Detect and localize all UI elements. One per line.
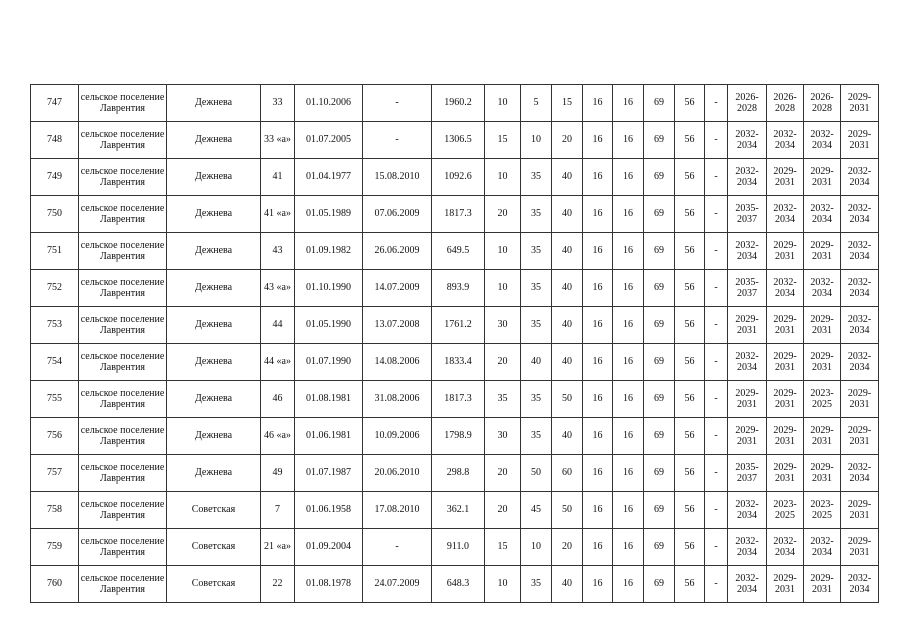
repair-period-2-cell: 2029-2031 (767, 566, 804, 603)
total-area-cell: 298.8 (432, 455, 485, 492)
wear-value-1-cell: 10 (485, 85, 521, 122)
repair-period-3-cell: 2029-2031 (804, 233, 841, 270)
value-7-cell: 56 (675, 529, 705, 566)
wear-value-2-cell: 35 (521, 307, 552, 344)
value-5-cell: 16 (613, 529, 644, 566)
total-area-cell: 1092.6 (432, 159, 485, 196)
value-5-cell: 16 (613, 159, 644, 196)
total-area-cell: 1817.3 (432, 381, 485, 418)
repair-period-3-cell: 2029-2031 (804, 566, 841, 603)
value-5-cell: 16 (613, 270, 644, 307)
repair-period-3-cell: 2023-2025 (804, 381, 841, 418)
row-number-cell: 747 (31, 85, 79, 122)
table-row (31, 270, 879, 307)
settlement-name-cell: сельское поселение Лаврентия (79, 270, 167, 307)
house-number-cell: 46 «а» (261, 418, 295, 455)
row-number-cell: 756 (31, 418, 79, 455)
value-7-cell: 56 (675, 233, 705, 270)
repair-period-3-cell: 2029-2031 (804, 344, 841, 381)
value-4-cell: 16 (583, 344, 613, 381)
row-number-cell: 759 (31, 529, 79, 566)
repair-period-1-cell: 2032-2034 (728, 344, 767, 381)
repair-period-1-cell: 2032-2034 (728, 566, 767, 603)
repair-period-2-cell: 2029-2031 (767, 344, 804, 381)
value-8-cell: - (705, 529, 728, 566)
value-4-cell: 16 (583, 492, 613, 529)
repair-date-cell: 26.06.2009 (363, 233, 432, 270)
table-row (31, 85, 879, 122)
value-7-cell: 56 (675, 381, 705, 418)
repair-period-4-cell: 2029-2031 (841, 529, 879, 566)
value-8-cell: - (705, 159, 728, 196)
house-number-cell: 43 «а» (261, 270, 295, 307)
street-name-cell: Дежнева (167, 159, 261, 196)
house-number-cell: 33 «а» (261, 122, 295, 159)
wear-value-3-cell: 20 (552, 529, 583, 566)
wear-value-2-cell: 40 (521, 344, 552, 381)
repair-period-3-cell: 2023-2025 (804, 492, 841, 529)
settlement-name-cell: сельское поселение Лаврентия (79, 529, 167, 566)
row-number-cell: 757 (31, 455, 79, 492)
wear-value-1-cell: 15 (485, 529, 521, 566)
table-row (31, 492, 879, 529)
repair-date-cell: 31.08.2006 (363, 381, 432, 418)
repair-date-cell: 17.08.2010 (363, 492, 432, 529)
value-7-cell: 56 (675, 196, 705, 233)
street-name-cell: Дежнева (167, 270, 261, 307)
repair-period-3-cell: 2032-2034 (804, 196, 841, 233)
wear-value-1-cell: 20 (485, 344, 521, 381)
repair-period-1-cell: 2029-2031 (728, 307, 767, 344)
repair-period-3-cell: 2032-2034 (804, 270, 841, 307)
wear-value-2-cell: 35 (521, 270, 552, 307)
wear-value-1-cell: 30 (485, 307, 521, 344)
value-8-cell: - (705, 122, 728, 159)
commission-date-cell: 01.05.1989 (295, 196, 363, 233)
commission-date-cell: 01.04.1977 (295, 159, 363, 196)
wear-value-1-cell: 10 (485, 566, 521, 603)
row-number-cell: 750 (31, 196, 79, 233)
repair-period-3-cell: 2029-2031 (804, 455, 841, 492)
table-row (31, 196, 879, 233)
repair-period-1-cell: 2029-2031 (728, 381, 767, 418)
registry-body (31, 85, 879, 603)
repair-period-1-cell: 2026-2028 (728, 85, 767, 122)
repair-period-2-cell: 2032-2034 (767, 529, 804, 566)
value-4-cell: 16 (583, 122, 613, 159)
value-6-cell: 69 (644, 85, 675, 122)
table-row (31, 455, 879, 492)
settlement-name-cell: сельское поселение Лаврентия (79, 566, 167, 603)
street-name-cell: Дежнева (167, 85, 261, 122)
value-4-cell: 16 (583, 159, 613, 196)
total-area-cell: 1833.4 (432, 344, 485, 381)
repair-period-4-cell: 2029-2031 (841, 492, 879, 529)
total-area-cell: 1817.3 (432, 196, 485, 233)
value-5-cell: 16 (613, 122, 644, 159)
wear-value-2-cell: 35 (521, 159, 552, 196)
value-6-cell: 69 (644, 381, 675, 418)
value-4-cell: 16 (583, 455, 613, 492)
value-5-cell: 16 (613, 492, 644, 529)
repair-period-3-cell: 2026-2028 (804, 85, 841, 122)
settlement-name-cell: сельское поселение Лаврентия (79, 196, 167, 233)
total-area-cell: 649.5 (432, 233, 485, 270)
value-7-cell: 56 (675, 455, 705, 492)
table-row (31, 159, 879, 196)
value-6-cell: 69 (644, 159, 675, 196)
repair-period-2-cell: 2023-2025 (767, 492, 804, 529)
wear-value-1-cell: 10 (485, 159, 521, 196)
repair-date-cell: 07.06.2009 (363, 196, 432, 233)
total-area-cell: 1960.2 (432, 85, 485, 122)
value-4-cell: 16 (583, 529, 613, 566)
commission-date-cell: 01.08.1978 (295, 566, 363, 603)
commission-date-cell: 01.09.2004 (295, 529, 363, 566)
repair-period-1-cell: 2032-2034 (728, 122, 767, 159)
value-8-cell: - (705, 455, 728, 492)
repair-period-4-cell: 2029-2031 (841, 85, 879, 122)
row-number-cell: 748 (31, 122, 79, 159)
value-4-cell: 16 (583, 196, 613, 233)
value-8-cell: - (705, 492, 728, 529)
settlement-name-cell: сельское поселение Лаврентия (79, 122, 167, 159)
wear-value-1-cell: 10 (485, 233, 521, 270)
table-row (31, 566, 879, 603)
settlement-name-cell: сельское поселение Лаврентия (79, 85, 167, 122)
street-name-cell: Дежнева (167, 344, 261, 381)
value-6-cell: 69 (644, 270, 675, 307)
settlement-name-cell: сельское поселение Лаврентия (79, 159, 167, 196)
value-4-cell: 16 (583, 270, 613, 307)
repair-period-2-cell: 2032-2034 (767, 196, 804, 233)
settlement-name-cell: сельское поселение Лаврентия (79, 307, 167, 344)
value-7-cell: 56 (675, 566, 705, 603)
value-7-cell: 56 (675, 307, 705, 344)
row-number-cell: 752 (31, 270, 79, 307)
repair-period-2-cell: 2029-2031 (767, 381, 804, 418)
value-5-cell: 16 (613, 418, 644, 455)
table-row (31, 122, 879, 159)
repair-period-1-cell: 2032-2034 (728, 159, 767, 196)
commission-date-cell: 01.05.1990 (295, 307, 363, 344)
wear-value-2-cell: 50 (521, 455, 552, 492)
value-8-cell: - (705, 381, 728, 418)
table-row (31, 307, 879, 344)
settlement-name-cell: сельское поселение Лаврентия (79, 418, 167, 455)
table-row (31, 418, 879, 455)
commission-date-cell: 01.07.1990 (295, 344, 363, 381)
value-4-cell: 16 (583, 85, 613, 122)
wear-value-3-cell: 15 (552, 85, 583, 122)
value-7-cell: 56 (675, 344, 705, 381)
table-row (31, 529, 879, 566)
wear-value-3-cell: 40 (552, 307, 583, 344)
house-number-cell: 41 «а» (261, 196, 295, 233)
house-number-cell: 41 (261, 159, 295, 196)
repair-period-2-cell: 2029-2031 (767, 159, 804, 196)
repair-period-3-cell: 2032-2034 (804, 529, 841, 566)
value-5-cell: 16 (613, 455, 644, 492)
value-4-cell: 16 (583, 307, 613, 344)
repair-period-3-cell: 2032-2034 (804, 122, 841, 159)
repair-date-cell: - (363, 85, 432, 122)
repair-period-4-cell: 2032-2034 (841, 196, 879, 233)
value-6-cell: 69 (644, 122, 675, 159)
commission-date-cell: 01.10.1990 (295, 270, 363, 307)
row-number-cell: 749 (31, 159, 79, 196)
street-name-cell: Советская (167, 492, 261, 529)
total-area-cell: 893.9 (432, 270, 485, 307)
value-8-cell: - (705, 270, 728, 307)
house-number-cell: 33 (261, 85, 295, 122)
repair-period-1-cell: 2032-2034 (728, 529, 767, 566)
value-5-cell: 16 (613, 566, 644, 603)
value-6-cell: 69 (644, 196, 675, 233)
value-4-cell: 16 (583, 233, 613, 270)
repair-period-4-cell: 2029-2031 (841, 418, 879, 455)
wear-value-2-cell: 35 (521, 566, 552, 603)
repair-period-4-cell: 2032-2034 (841, 566, 879, 603)
street-name-cell: Дежнева (167, 233, 261, 270)
repair-period-4-cell: 2032-2034 (841, 159, 879, 196)
house-number-cell: 46 (261, 381, 295, 418)
commission-date-cell: 01.07.1987 (295, 455, 363, 492)
house-number-cell: 44 (261, 307, 295, 344)
wear-value-3-cell: 40 (552, 270, 583, 307)
house-number-cell: 7 (261, 492, 295, 529)
settlement-name-cell: сельское поселение Лаврентия (79, 455, 167, 492)
house-number-cell: 44 «а» (261, 344, 295, 381)
wear-value-2-cell: 10 (521, 122, 552, 159)
wear-value-1-cell: 20 (485, 455, 521, 492)
wear-value-3-cell: 20 (552, 122, 583, 159)
wear-value-2-cell: 35 (521, 233, 552, 270)
wear-value-2-cell: 35 (521, 381, 552, 418)
value-4-cell: 16 (583, 418, 613, 455)
repair-period-2-cell: 2032-2034 (767, 122, 804, 159)
repair-period-1-cell: 2032-2034 (728, 233, 767, 270)
repair-date-cell: 15.08.2010 (363, 159, 432, 196)
repair-date-cell: - (363, 122, 432, 159)
row-number-cell: 751 (31, 233, 79, 270)
street-name-cell: Советская (167, 529, 261, 566)
value-5-cell: 16 (613, 344, 644, 381)
wear-value-3-cell: 40 (552, 566, 583, 603)
value-7-cell: 56 (675, 418, 705, 455)
repair-date-cell: 10.09.2006 (363, 418, 432, 455)
value-8-cell: - (705, 344, 728, 381)
wear-value-1-cell: 35 (485, 381, 521, 418)
value-6-cell: 69 (644, 233, 675, 270)
value-5-cell: 16 (613, 196, 644, 233)
repair-period-1-cell: 2029-2031 (728, 418, 767, 455)
wear-value-3-cell: 60 (552, 455, 583, 492)
value-6-cell: 69 (644, 455, 675, 492)
total-area-cell: 1761.2 (432, 307, 485, 344)
value-8-cell: - (705, 196, 728, 233)
wear-value-2-cell: 45 (521, 492, 552, 529)
value-8-cell: - (705, 233, 728, 270)
value-6-cell: 69 (644, 418, 675, 455)
wear-value-3-cell: 50 (552, 381, 583, 418)
repair-period-2-cell: 2029-2031 (767, 307, 804, 344)
house-number-cell: 21 «а» (261, 529, 295, 566)
total-area-cell: 362.1 (432, 492, 485, 529)
street-name-cell: Дежнева (167, 455, 261, 492)
repair-period-4-cell: 2032-2034 (841, 344, 879, 381)
repair-period-3-cell: 2029-2031 (804, 418, 841, 455)
settlement-name-cell: сельское поселение Лаврентия (79, 344, 167, 381)
commission-date-cell: 01.06.1981 (295, 418, 363, 455)
wear-value-3-cell: 40 (552, 159, 583, 196)
total-area-cell: 1798.9 (432, 418, 485, 455)
wear-value-1-cell: 20 (485, 492, 521, 529)
repair-period-2-cell: 2029-2031 (767, 418, 804, 455)
wear-value-1-cell: 10 (485, 270, 521, 307)
row-number-cell: 753 (31, 307, 79, 344)
value-8-cell: - (705, 307, 728, 344)
wear-value-3-cell: 50 (552, 492, 583, 529)
value-4-cell: 16 (583, 381, 613, 418)
street-name-cell: Дежнева (167, 307, 261, 344)
table-row (31, 233, 879, 270)
row-number-cell: 758 (31, 492, 79, 529)
repair-date-cell: - (363, 529, 432, 566)
wear-value-3-cell: 40 (552, 196, 583, 233)
table-row (31, 344, 879, 381)
value-6-cell: 69 (644, 529, 675, 566)
value-8-cell: - (705, 566, 728, 603)
wear-value-3-cell: 40 (552, 344, 583, 381)
settlement-name-cell: сельское поселение Лаврентия (79, 233, 167, 270)
repair-period-1-cell: 2035-2037 (728, 455, 767, 492)
value-7-cell: 56 (675, 122, 705, 159)
repair-date-cell: 14.08.2006 (363, 344, 432, 381)
repair-period-1-cell: 2035-2037 (728, 196, 767, 233)
repair-period-2-cell: 2026-2028 (767, 85, 804, 122)
table-row (31, 381, 879, 418)
repair-period-4-cell: 2029-2031 (841, 122, 879, 159)
row-number-cell: 760 (31, 566, 79, 603)
repair-date-cell: 20.06.2010 (363, 455, 432, 492)
value-6-cell: 69 (644, 492, 675, 529)
commission-date-cell: 01.08.1981 (295, 381, 363, 418)
commission-date-cell: 01.07.2005 (295, 122, 363, 159)
repair-period-2-cell: 2032-2034 (767, 270, 804, 307)
house-number-cell: 49 (261, 455, 295, 492)
repair-date-cell: 13.07.2008 (363, 307, 432, 344)
row-number-cell: 754 (31, 344, 79, 381)
repair-period-4-cell: 2029-2031 (841, 381, 879, 418)
settlement-name-cell: сельское поселение Лаврентия (79, 492, 167, 529)
street-name-cell: Дежнева (167, 381, 261, 418)
value-6-cell: 69 (644, 566, 675, 603)
value-7-cell: 56 (675, 270, 705, 307)
repair-period-4-cell: 2032-2034 (841, 270, 879, 307)
value-7-cell: 56 (675, 85, 705, 122)
wear-value-1-cell: 20 (485, 196, 521, 233)
repair-period-4-cell: 2032-2034 (841, 307, 879, 344)
repair-period-1-cell: 2035-2037 (728, 270, 767, 307)
repair-date-cell: 14.07.2009 (363, 270, 432, 307)
repair-period-2-cell: 2029-2031 (767, 233, 804, 270)
settlement-name-cell: сельское поселение Лаврентия (79, 381, 167, 418)
wear-value-2-cell: 5 (521, 85, 552, 122)
value-7-cell: 56 (675, 492, 705, 529)
repair-period-3-cell: 2029-2031 (804, 159, 841, 196)
commission-date-cell: 01.09.1982 (295, 233, 363, 270)
total-area-cell: 911.0 (432, 529, 485, 566)
street-name-cell: Дежнева (167, 122, 261, 159)
value-5-cell: 16 (613, 233, 644, 270)
value-7-cell: 56 (675, 159, 705, 196)
row-number-cell: 755 (31, 381, 79, 418)
street-name-cell: Дежнева (167, 418, 261, 455)
repair-period-4-cell: 2032-2034 (841, 455, 879, 492)
wear-value-1-cell: 15 (485, 122, 521, 159)
value-5-cell: 16 (613, 381, 644, 418)
wear-value-2-cell: 10 (521, 529, 552, 566)
value-6-cell: 69 (644, 307, 675, 344)
repair-date-cell: 24.07.2009 (363, 566, 432, 603)
housing-registry-table (30, 84, 879, 603)
value-8-cell: - (705, 418, 728, 455)
repair-period-3-cell: 2029-2031 (804, 307, 841, 344)
value-4-cell: 16 (583, 566, 613, 603)
commission-date-cell: 01.06.1958 (295, 492, 363, 529)
wear-value-3-cell: 40 (552, 233, 583, 270)
value-6-cell: 69 (644, 344, 675, 381)
wear-value-3-cell: 40 (552, 418, 583, 455)
wear-value-2-cell: 35 (521, 196, 552, 233)
value-5-cell: 16 (613, 307, 644, 344)
total-area-cell: 648.3 (432, 566, 485, 603)
commission-date-cell: 01.10.2006 (295, 85, 363, 122)
repair-period-1-cell: 2032-2034 (728, 492, 767, 529)
total-area-cell: 1306.5 (432, 122, 485, 159)
wear-value-2-cell: 35 (521, 418, 552, 455)
document-page (30, 84, 879, 603)
repair-period-4-cell: 2032-2034 (841, 233, 879, 270)
wear-value-1-cell: 30 (485, 418, 521, 455)
value-5-cell: 16 (613, 85, 644, 122)
repair-period-2-cell: 2029-2031 (767, 455, 804, 492)
street-name-cell: Дежнева (167, 196, 261, 233)
house-number-cell: 43 (261, 233, 295, 270)
house-number-cell: 22 (261, 566, 295, 603)
value-8-cell: - (705, 85, 728, 122)
street-name-cell: Советская (167, 566, 261, 603)
